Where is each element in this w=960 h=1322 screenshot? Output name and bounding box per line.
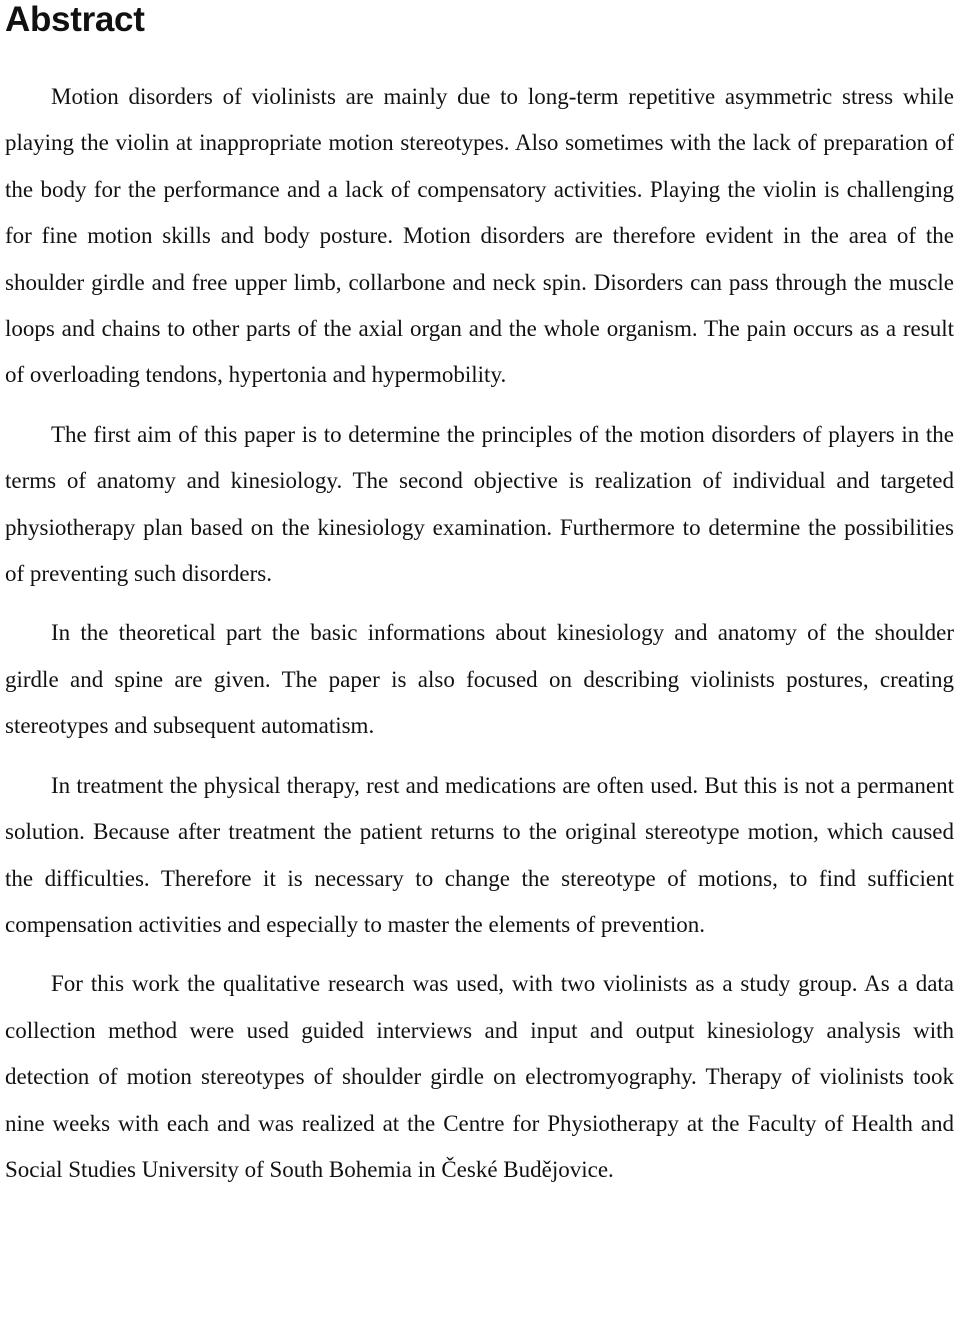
abstract-paragraph-4: In treatment the physical therapy, rest and medications are often used. But this is not a permanent solution. Because after treatment the patient returns to the original stereotype motion, which caused the difficulties. Therefore it is necessary to change the stereotype of motions, to find sufficient compensation activities and especially to master the elements of prevention. (5, 772, 954, 937)
section-heading: Abstract (5, 0, 145, 39)
abstract-paragraph-1: Motion disorders of violinists are mainly due to long-term repetitive asymmetric stress while playing the violin at inappropriate motion stereotypes. Also sometimes with the lack of preparation of the body for the performance and a lack of compensatory activities. Playing the violin is challenging for fine motion skills and body posture. Motion disorders are therefore evident in the area of the shoulder girdle and free upper limb, collarbone and neck spin. Disorders can pass through the muscle loops and chains to other parts of the axial organ and the whole organism. The pain occurs as a result of overloading tendons, hypertonia and hypermobility. (5, 84, 954, 388)
abstract-paragraph-2: The first aim of this paper is to determine the principles of the motion disorders of players in the terms of anatomy and kinesiology. The second objective is realization of individual and targeted physiotherapy plan based on the kinesiology examination. Furthermore to determine the possibilities of preventing such disorders. (5, 421, 954, 587)
abstract-paragraph-3: In the theoretical part the basic informations about kinesiology and anatomy of the shoulder girdle and spine are given. The paper is also focused on describing violinists postures, creating stereotypes and subsequent automatism. (5, 620, 954, 739)
abstract-paragraph-5: For this work the qualitative research was used, with two violinists as a study group. As a data collection method were used guided interviews and input and output kinesiology analysis with detection of motion stereotypes of shoulder girdle on electromyography. Therapy of violinists took nine weeks with each and was realized at the Centre for Physiotherapy at the Faculty of Health and Social Studies University of South Bohemia in České Budějovice. (5, 971, 954, 1182)
